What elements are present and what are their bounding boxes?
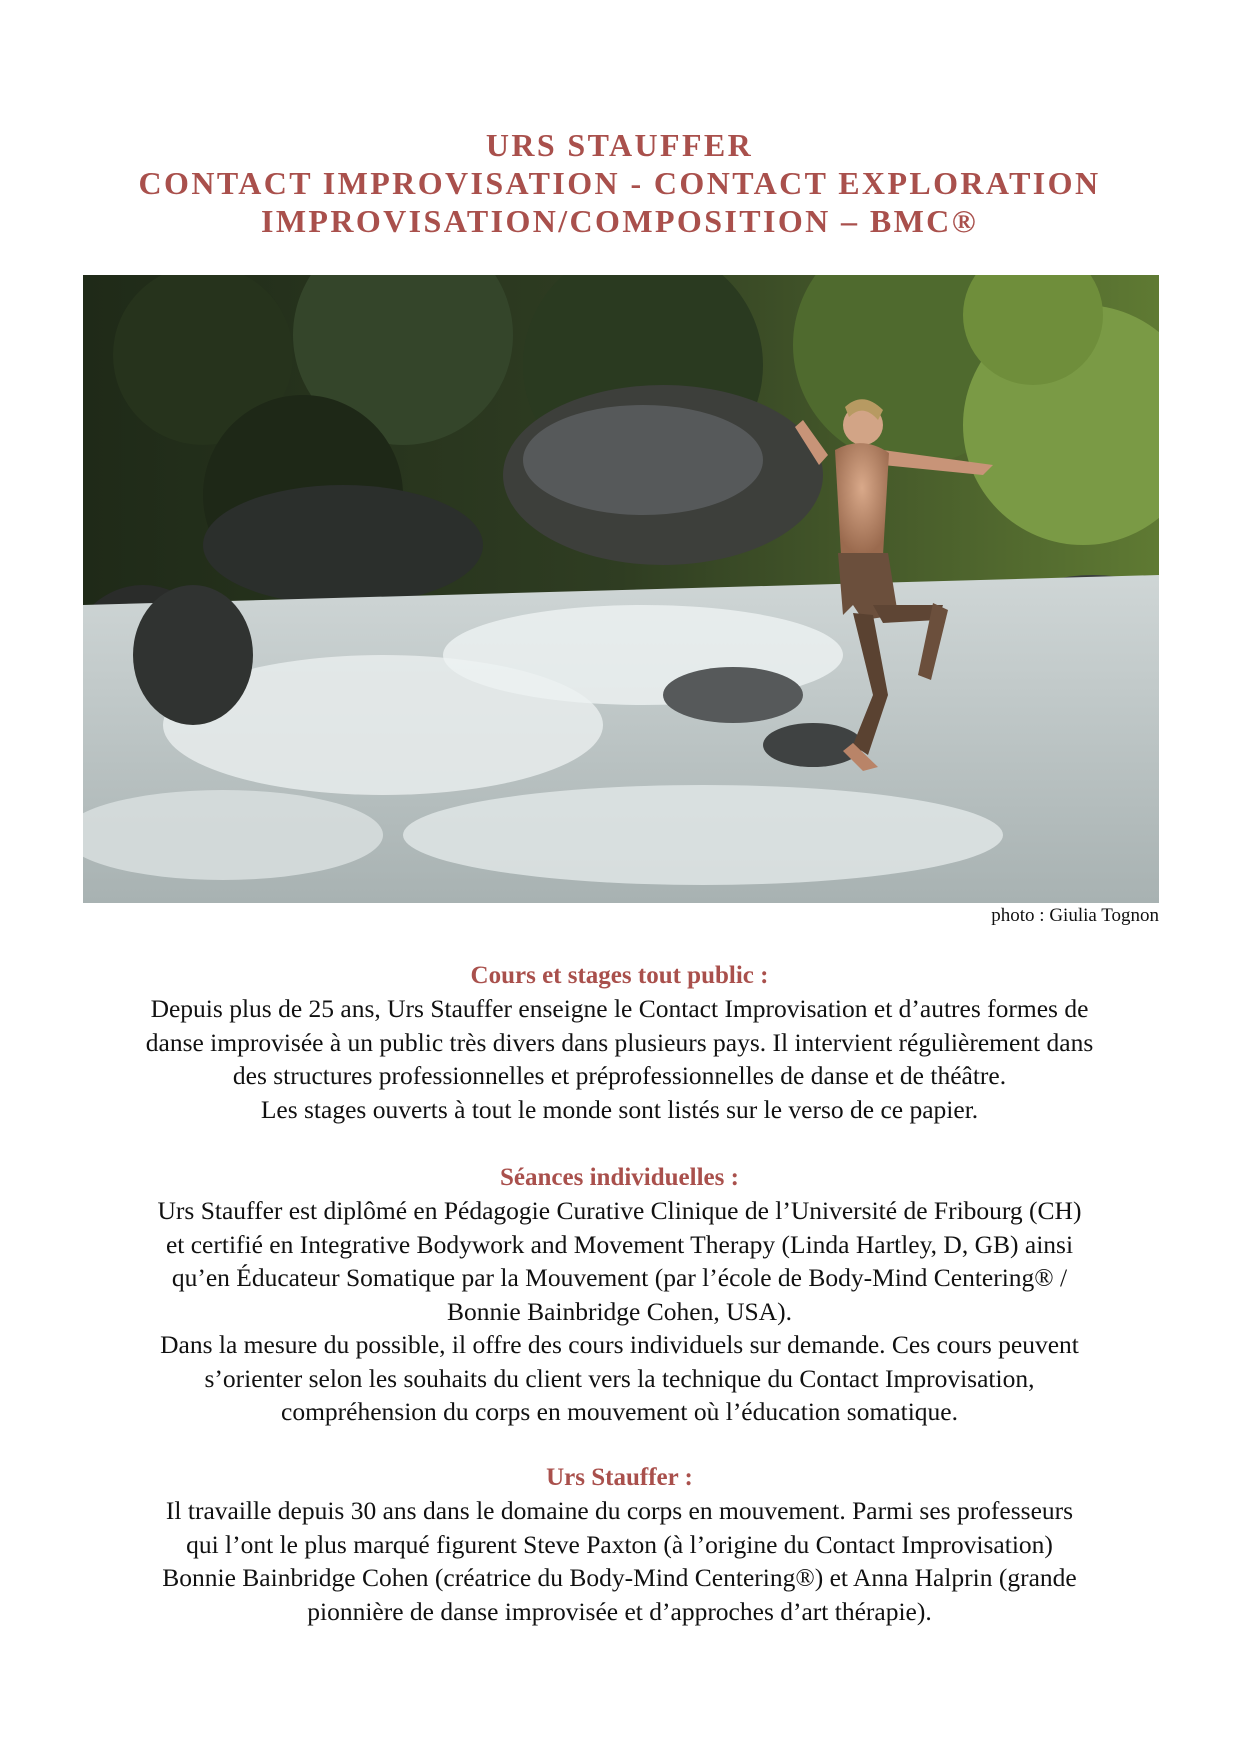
paragraph-line: Les stages ouverts à tout le monde sont listés sur le verso de ce papier. [260,1094,979,1124]
photo-credit: photo : Giulia Tognon [991,905,1159,926]
page-title [0,126,1239,240]
paragraph-line: des structures professionnelles et préprofessionnelles de danse et de théâtre. [232,1061,1007,1090]
paragraph-line: pionnière de danse improvisée et d’approches d’art thérapie). [307,1596,932,1626]
paragraph-line: Depuis plus de 25 ans, Urs Stauffer enseigne le Contact Improvisation et d’autres formes de [150,994,1089,1023]
paragraph-line: Il travaille depuis 30 ans dans le domaine du corps en mouvement. Parmi ses professeurs [165,1496,1074,1525]
paragraph-line: s’orienter selon les souhaits du client vers la technique du Contact Improvisation, [204,1363,1035,1393]
section-heading: Urs Stauffer : [546,1464,693,1491]
paragraph-line: compréhension du corps en mouvement où l’éducation somatique. [281,1397,958,1426]
paragraph-line: danse improvisée à un public très divers dans plusieurs pays. Il intervient régulièrement dans [145,1027,1094,1057]
section-biography [40,1462,1199,1628]
paragraph-line: Bonnie Bainbridge Cohen, USA). [447,1296,792,1326]
paragraph-line: Dans la mesure du possible, il offre des cours individuels sur demande. Ces cours peuvent [160,1330,1079,1359]
paragraph-line: Urs Stauffer est diplômé en Pédagogie Curative Clinique de l’Université de Fribourg (CH) [157,1196,1082,1225]
title-subtitle: CONTACT IMPROVISATION - CONTACT EXPLORATION [138,165,1101,201]
section-individual-sessions [40,1162,1199,1429]
section-heading: Cours et stages tout public : [470,962,769,989]
paragraph-line: qui l’ont le plus marqué figurent Steve Paxton (à l’origine du Contact Improvisation) [186,1529,1053,1559]
title-subtitle-2: IMPROVISATION/COMPOSITION – BMC® [260,203,979,239]
dancer-river-photo [83,275,1159,903]
section-heading: Séances individuelles : [500,1164,739,1191]
title-name: URS STAUFFER [485,127,754,163]
section-public-courses [40,960,1199,1126]
photo-illustration [83,275,1159,903]
paragraph-line: Bonnie Bainbridge Cohen (créatrice du Body-Mind Centering®) et Anna Halprin (grande [162,1563,1077,1592]
paragraph-line: qu’en Éducateur Somatique par la Mouvement (par l’école de Body-Mind Centering® / [171,1263,1068,1292]
paragraph-line: et certifié en Integrative Bodywork and Movement Therapy (Linda Hartley, D, GB) ainsi [165,1229,1074,1259]
